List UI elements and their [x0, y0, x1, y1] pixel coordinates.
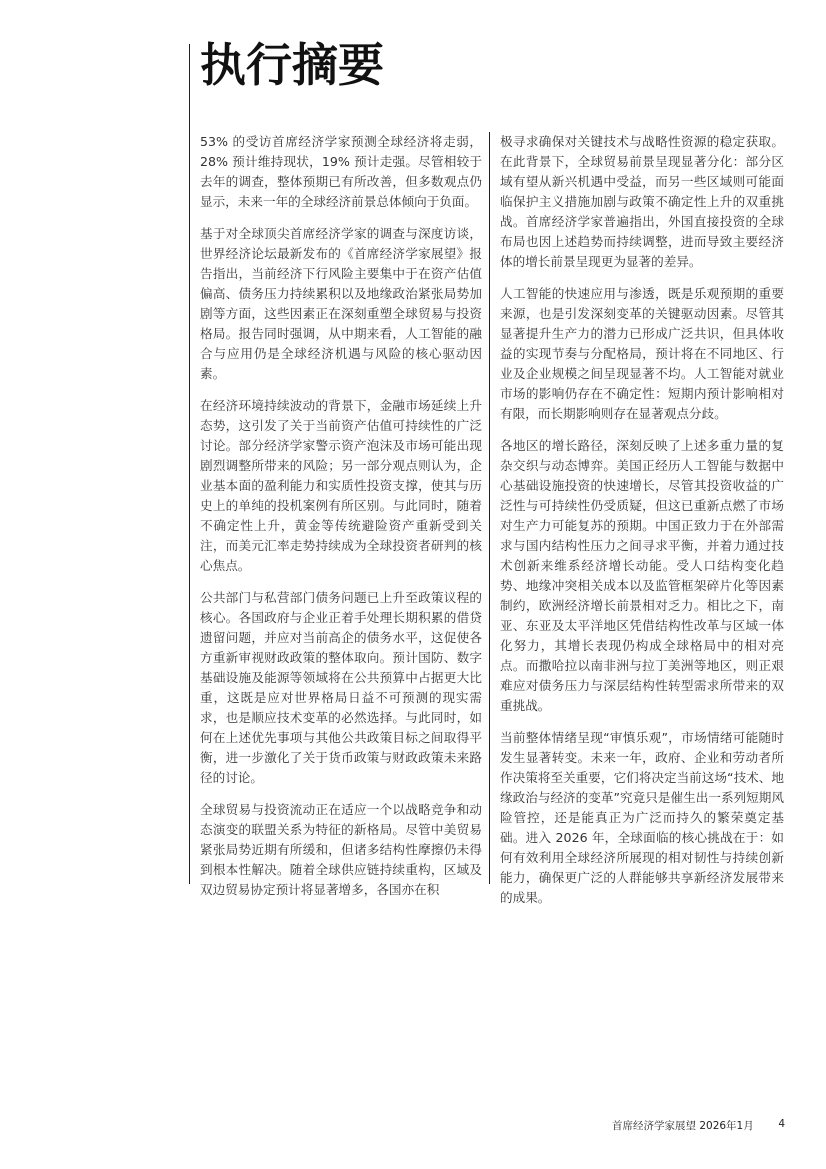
footer-publication: 首席经济学家展望 2026年1月: [612, 1120, 754, 1132]
paragraph: 基于对全球顶尖首席经济学家的调查与深度访谈，世界经济论坛最新发布的《首席经济学家展望》报告指出，当前经济下行风险主要集中于在资产估值偏高、债务压力持续累积以及地缘政治紧张局势加剧等方面，这些因素正在深刻重塑全球贸易与投资格局。报告同时强调，从中期来看，人工智能的融合与应用仍是全球经济机遇与风险的核心驱动因素。: [200, 226, 482, 381]
paragraph: 全球贸易与投资流动正在适应一个以战略竞争和动态演变的联盟关系为特征的新格局。尽管中美贸易紧张局势近期有所缓和，但诸多结构性摩擦仍未得到根本性解决。随着全球供应链持续重构，区域及双边贸易协定预计将显著增多，各国亦在积: [200, 802, 482, 897]
left-text-column: [200, 132, 482, 912]
paragraph: 极寻求确保对关键技术与战略性资源的稳定获取。在此背景下，全球贸易前景呈现显著分化：部分区域有望从新兴机遇中受益，而另一些区域则可能面临保护主义措施加剧与政策不确定性上升的双重挑战。首席经济学家普遍指出，外国直接投资的全球布局也因上述趋势而持续调整，进而导致主要经济体的增长前景呈现更为显著的差异。: [500, 134, 784, 269]
paragraph: 公共部门与私营部门债务问题已上升至政策议程的核心。各国政府与企业正着手处理长期积累的借贷遗留问题，并应对当前高企的债务水平，这促使各方重新审视财政政策的整体取向。预计国防、数字基础设施及能源等领域将在公共预算中占据更大比重，这既是应对世界格局日益不可预测的现实需求，也是顺应技术变革的必然选择。与此同时，如何在上述优先事项与其他公共政策目标之间取得平衡，进一步激化了关于货币政策与财政政策未来路径的讨论。: [200, 590, 482, 785]
paragraph: 当前整体情绪呈现“审慎乐观”，市场情绪可能随时发生显著转变。未来一年，政府、企业和劳动者所作决策将至关重要，它们将决定当前这场“技术、地缘政治与经济的变革”究竟只是催生出一系列短期风险管控，还是能真正为广泛而持久的繁荣奠定基础。进入 2026 年，全球面临的核心挑战在于：如何有效利用全球经济所展现的相对韧性与持续创新能力，确保更广泛的人群能够共享新经济发展带来的成果。: [500, 730, 784, 905]
paragraph: 各地区的增长路径，深刻反映了上述多重力量的复杂交织与动态博弈。美国正经历人工智能与数据中心基础设施投资的快速增长，尽管其投资收益的广泛性与可持续性仍受质疑，但这已重新点燃了市场对生产力可能复苏的预期。中国正致力于在外部需求与国内结构性压力之间寻求平衡，并着力通过技术创新来维系经济增长动能。受人口结构变化趋势、地缘冲突相关成本以及监管框架碎片化等因素制约，欧洲经济增长前景相对乏力。相比之下，南亚、东亚及太平洋地区凭借结构性改革与区域一体化努力，其增长表现仍构成全球格局中的相对亮点。而撒哈拉以南非洲与拉丁美洲等地区，则正艰难应对债务压力与深层结构性转型需求所带来的双重挑战。: [500, 438, 784, 713]
paragraph: 人工智能的快速应用与渗透，既是乐观预期的重要来源，也是引发深刻变革的关键驱动因素。尽管其显著提升生产力的潜力已形成广泛共识，但具体收益的实现节奏与分配格局，预计将在不同地区、行业及企业规模之间呈现显著不均。人工智能对就业市场的影响仍存在不确定性：短期内预计影响相对有限，而长期影响则存在显著观点分歧。: [500, 286, 784, 421]
paragraph: 53% 的受访首席经济学家预测全球经济将走弱，28% 预计维持现状，19% 预计走强。尽管相较于去年的调查，整体预期已有所改善，但多数观点仍显示，未来一年的全球经济前景总体倾向于负面。: [200, 134, 482, 209]
page-number: 4: [778, 1118, 785, 1130]
left-vertical-rule: [189, 44, 190, 884]
column-divider-rule: [489, 132, 490, 884]
paragraph: 在经济环境持续波动的背景下，金融市场延续上升态势，这引发了关于当前资产估值可持续性的广泛讨论。部分经济学家警示资产泡沫及市场可能出现剧烈调整所带来的风险；另一部分观点则认为，企业基本面的盈利能力和实质性投资支撑，使其与历史上的单纯的投机案例有所区别。与此同时，随着不确定性上升，黄金等传统避险资产重新受到关注，而美元汇率走势持续成为全球投资者研判的核心焦点。: [200, 398, 482, 573]
right-text-column: [500, 132, 784, 920]
page-title: 执行摘要: [200, 38, 384, 92]
